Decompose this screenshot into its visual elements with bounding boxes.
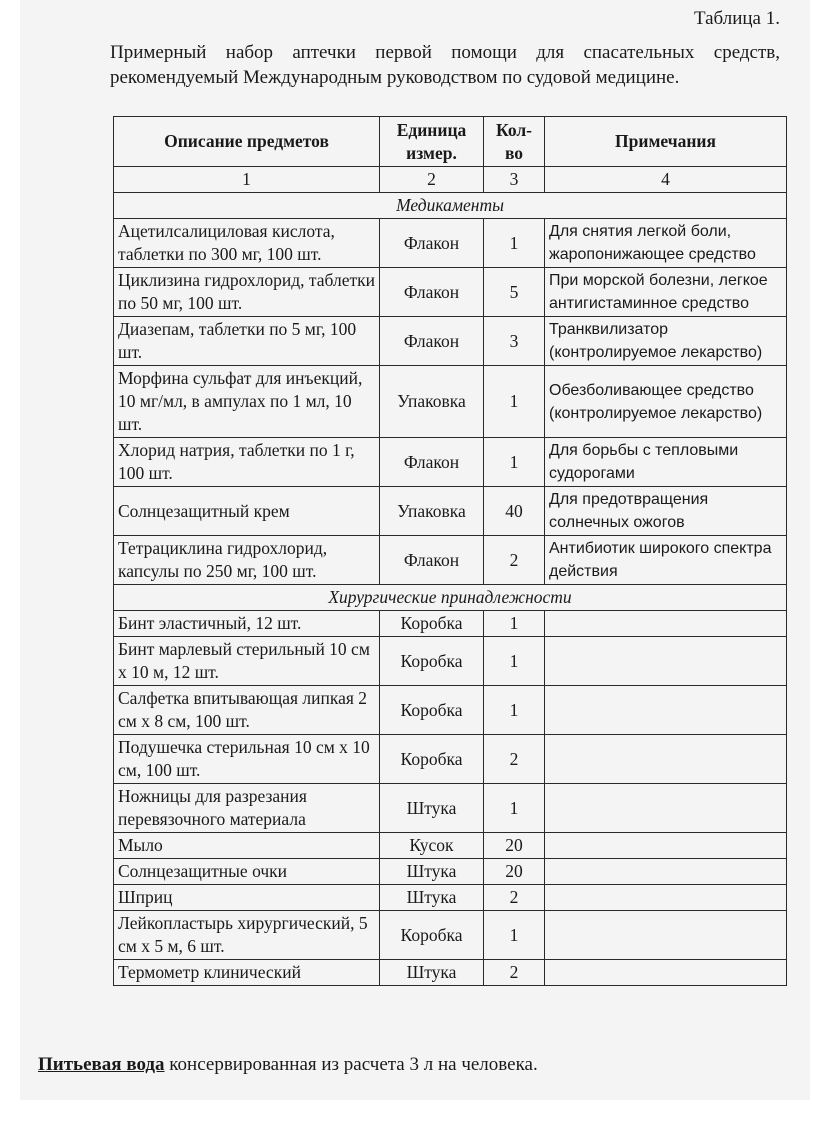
item-quantity: 20 bbox=[484, 859, 545, 885]
table-row bbox=[114, 735, 787, 784]
item-unit: Коробка bbox=[380, 611, 484, 637]
item-description: Морфина сульфат для инъекций, 10 мг/мл, в ампулах по 1 мл, 10 шт. bbox=[114, 366, 380, 438]
section-title-surgical: Хирургические принадлежности bbox=[114, 585, 787, 611]
item-quantity: 1 bbox=[484, 219, 545, 268]
section-row-medicines bbox=[114, 193, 787, 219]
item-note bbox=[545, 960, 787, 986]
item-description: Бинт эластичный, 12 шт. bbox=[114, 611, 380, 637]
item-unit: Коробка bbox=[380, 735, 484, 784]
item-quantity: 2 bbox=[484, 885, 545, 911]
item-unit: Флакон bbox=[380, 268, 484, 317]
table-row bbox=[114, 268, 787, 317]
item-note bbox=[545, 686, 787, 735]
column-number: 2 bbox=[380, 167, 484, 193]
item-note: Для предотвращения солнечных ожогов bbox=[545, 487, 787, 536]
table-row bbox=[114, 784, 787, 833]
item-description: Солнцезащитные очки bbox=[114, 859, 380, 885]
table-caption: Примерный набор аптечки первой помощи для спасательных средств, рекомендуемый Международным руководством по судовой медицине. bbox=[110, 42, 780, 88]
item-quantity: 20 bbox=[484, 833, 545, 859]
item-description: Диазепам, таблетки по 5 мг, 100 шт. bbox=[114, 317, 380, 366]
item-note bbox=[545, 611, 787, 637]
header-row bbox=[114, 117, 787, 167]
item-description: Солнцезащитный крем bbox=[114, 487, 380, 536]
column-number-row bbox=[114, 167, 787, 193]
table-row bbox=[114, 885, 787, 911]
item-unit: Коробка bbox=[380, 637, 484, 686]
table-row bbox=[114, 219, 787, 268]
item-note: При морской болезни, легкое антигистаминное средство bbox=[545, 268, 787, 317]
table-row bbox=[114, 637, 787, 686]
item-quantity: 1 bbox=[484, 611, 545, 637]
item-unit: Коробка bbox=[380, 911, 484, 960]
item-unit: Флакон bbox=[380, 317, 484, 366]
item-note: Антибиотик широкого спектра действия bbox=[545, 536, 787, 585]
item-description: Бинт марлевый стерильный 10 см х 10 м, 12 шт. bbox=[114, 637, 380, 686]
item-quantity: 5 bbox=[484, 268, 545, 317]
item-note: Обезболивающее средство (контролируемое лекарство) bbox=[545, 366, 787, 438]
item-note: Транквилизатор (контролируемое лекарство) bbox=[545, 317, 787, 366]
item-note: Для снятия легкой боли, жаропонижающее средство bbox=[545, 219, 787, 268]
item-note: Для борьбы с тепловыми судорогами bbox=[545, 438, 787, 487]
item-description: Лейкопластырь хирургический, 5 см х 5 м, 6 шт. bbox=[114, 911, 380, 960]
footer-rest: консервированная из расчета 3 л на человека. bbox=[164, 1054, 538, 1075]
item-quantity: 1 bbox=[484, 784, 545, 833]
item-description: Салфетка впитывающая липкая 2 см х 8 см, 100 шт. bbox=[114, 686, 380, 735]
item-note bbox=[545, 784, 787, 833]
item-quantity: 2 bbox=[484, 536, 545, 585]
item-unit: Упаковка bbox=[380, 487, 484, 536]
item-quantity: 40 bbox=[484, 487, 545, 536]
table-row bbox=[114, 833, 787, 859]
item-description: Термометр клинический bbox=[114, 960, 380, 986]
table-row bbox=[114, 686, 787, 735]
item-quantity: 1 bbox=[484, 911, 545, 960]
item-note bbox=[545, 735, 787, 784]
table-row bbox=[114, 487, 787, 536]
table-row bbox=[114, 911, 787, 960]
table-row bbox=[114, 317, 787, 366]
item-unit: Штука bbox=[380, 960, 484, 986]
item-description: Шприц bbox=[114, 885, 380, 911]
item-unit: Штука bbox=[380, 885, 484, 911]
header-description: Описание предметов bbox=[114, 117, 380, 167]
item-description: Подушечка стерильная 10 см х 10 см, 100 шт. bbox=[114, 735, 380, 784]
footer-note bbox=[38, 1054, 538, 1076]
table-row bbox=[114, 366, 787, 438]
item-unit: Штука bbox=[380, 859, 484, 885]
item-quantity: 1 bbox=[484, 438, 545, 487]
item-unit: Штука bbox=[380, 784, 484, 833]
item-unit: Флакон bbox=[380, 536, 484, 585]
item-unit: Упаковка bbox=[380, 366, 484, 438]
item-quantity: 2 bbox=[484, 735, 545, 784]
item-unit: Флакон bbox=[380, 219, 484, 268]
item-description: Циклизина гидрохлорид, таблетки по 50 мг, 100 шт. bbox=[114, 268, 380, 317]
item-description: Ацетилсалициловая кислота, таблетки по 300 мг, 100 шт. bbox=[114, 219, 380, 268]
column-number: 1 bbox=[114, 167, 380, 193]
item-quantity: 1 bbox=[484, 366, 545, 438]
section-row-surgical bbox=[114, 585, 787, 611]
section-title-medicines: Медикаменты bbox=[114, 193, 787, 219]
table-row bbox=[114, 611, 787, 637]
table-label: Таблица 1. bbox=[693, 8, 780, 29]
item-note bbox=[545, 911, 787, 960]
item-note bbox=[545, 859, 787, 885]
table-row bbox=[114, 859, 787, 885]
first-aid-kit-table bbox=[113, 116, 787, 986]
item-note bbox=[545, 885, 787, 911]
item-description: Хлорид натрия, таблетки по 1 г, 100 шт. bbox=[114, 438, 380, 487]
header-qty: Кол-во bbox=[484, 117, 545, 167]
table-body bbox=[114, 167, 787, 986]
item-quantity: 1 bbox=[484, 637, 545, 686]
table-row bbox=[114, 960, 787, 986]
item-unit: Кусок bbox=[380, 833, 484, 859]
footer-lead: Питьевая вода bbox=[38, 1054, 165, 1075]
item-quantity: 1 bbox=[484, 686, 545, 735]
item-quantity: 2 bbox=[484, 960, 545, 986]
table-row bbox=[114, 438, 787, 487]
table-row bbox=[114, 536, 787, 585]
item-description: Мыло bbox=[114, 833, 380, 859]
item-note bbox=[545, 833, 787, 859]
item-note bbox=[545, 637, 787, 686]
item-unit: Флакон bbox=[380, 438, 484, 487]
item-description: Тетрациклина гидрохлорид, капсулы по 250 мг, 100 шт. bbox=[114, 536, 380, 585]
column-number: 4 bbox=[545, 167, 787, 193]
column-number: 3 bbox=[484, 167, 545, 193]
item-description: Ножницы для разрезания перевязочного материала bbox=[114, 784, 380, 833]
item-unit: Коробка bbox=[380, 686, 484, 735]
item-quantity: 3 bbox=[484, 317, 545, 366]
header-notes: Примечания bbox=[545, 117, 787, 167]
header-unit: Единица измер. bbox=[380, 117, 484, 167]
